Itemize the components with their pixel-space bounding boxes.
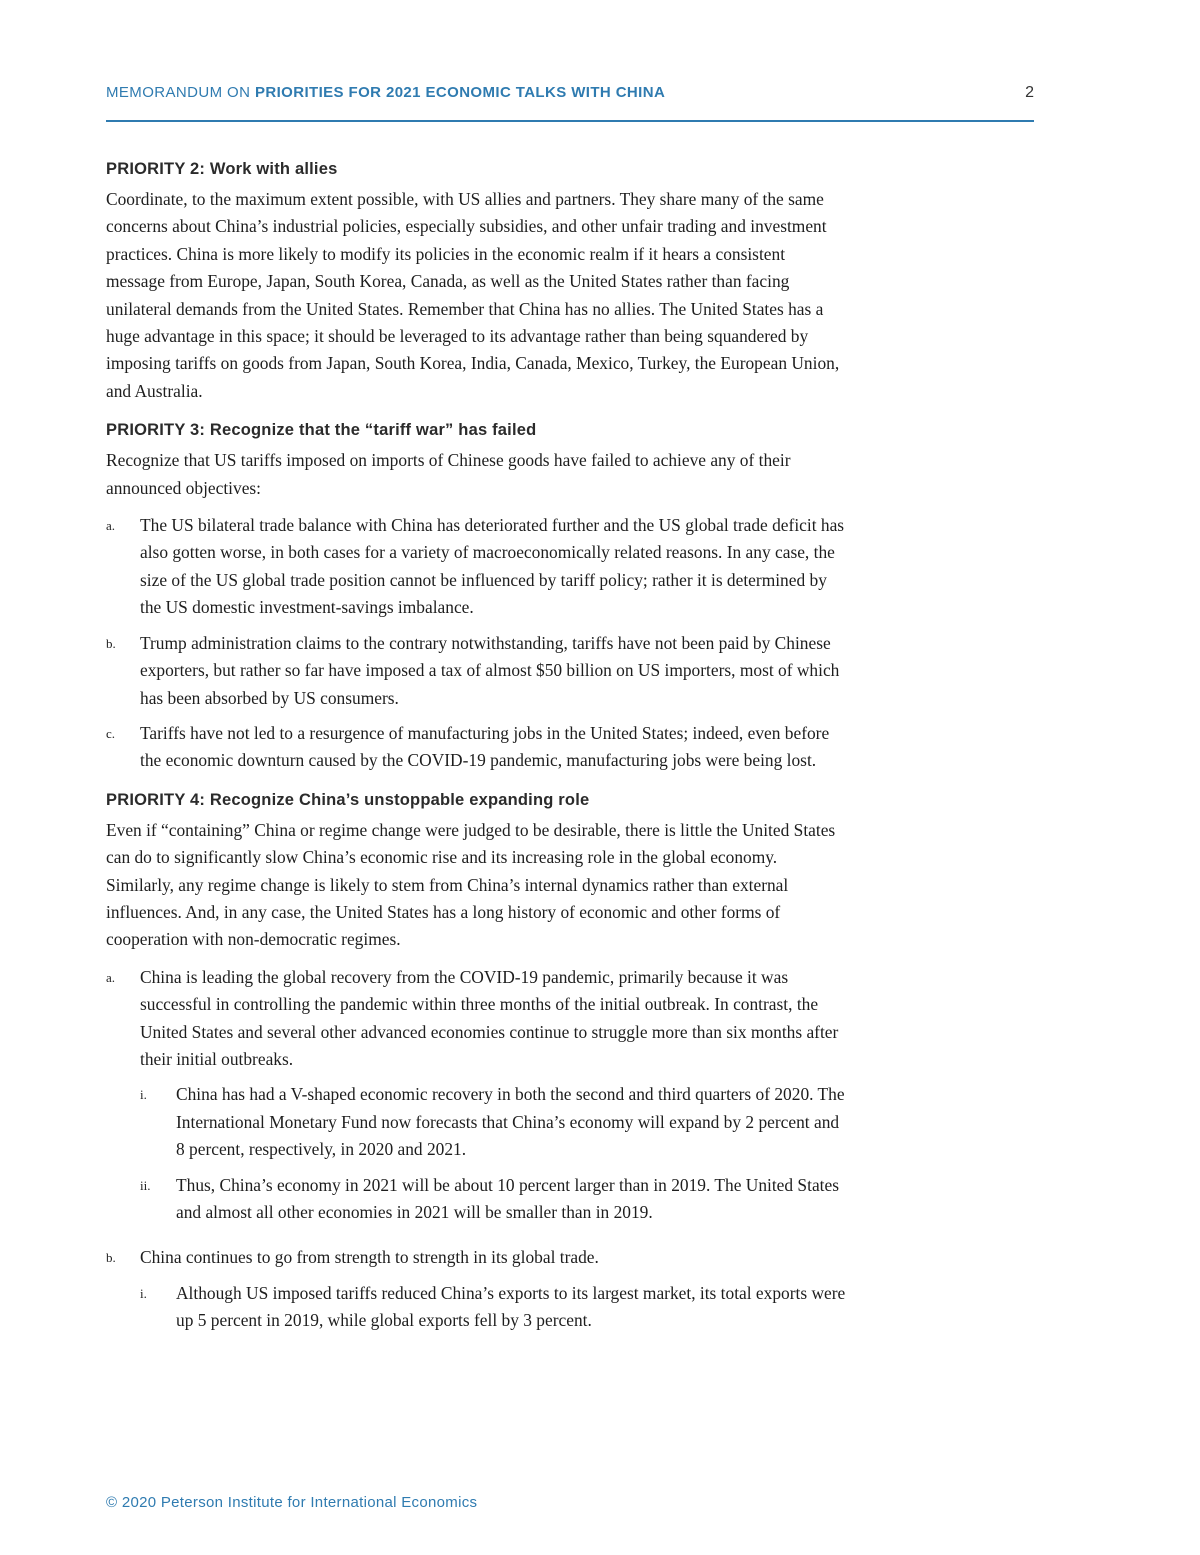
list-marker: b. — [106, 635, 116, 651]
priority-2-section — [106, 158, 846, 405]
priority-3-heading: PRIORITY 3: Recognize that the “tariff war” has failed — [106, 421, 537, 440]
sub-list — [140, 1081, 846, 1226]
list-item — [106, 1244, 846, 1334]
priority-2-heading: PRIORITY 2: Work with allies — [106, 160, 338, 178]
list-item-text: Tariffs have not led to a resurgence of manufacturing jobs in the United States; indeed, even before the economic downturn caused by the COVID-19 pandemic, manufacturing jobs were being lost. — [140, 722, 830, 771]
page-header — [106, 84, 1034, 122]
sub-list-item-text: Thus, China’s economy in 2021 will be about 10 percent larger than in 2019. The United States and almost all other economies in 2021 will be smaller than in 2019. — [176, 1174, 839, 1222]
list-item-text: China is leading the global recovery from the COVID-19 pandemic, primarily because it was successful in controlling the pandemic within three months of the initial outbreak. In contrast, the United States and several other advanced economies continue to struggle more than six months after their initial outbreaks. — [140, 966, 839, 1069]
list-item — [106, 512, 846, 622]
header-memo-label: MEMORANDUM ON — [106, 84, 255, 101]
sub-list-item-text: Although US imposed tariffs reduced China’s exports to its largest market, its total exports were up 5 percent in 2019, while global exports fell by 3 percent. — [176, 1282, 846, 1331]
list-item-text: The US bilateral trade balance with China has deteriorated further and the US global trade deficit has also gotten worse, in both cases for a variety of macroeconomically related reasons. In any case, the size of the US global trade position cannot be influenced by tariff policy; rather it is determined by the US domestic investment-savings imbalance. — [140, 515, 845, 618]
list-marker: a. — [106, 518, 116, 534]
sub-list-marker: i. — [140, 1285, 147, 1301]
memo-body — [106, 158, 846, 1349]
priority-4-section — [106, 789, 846, 1335]
priority-4-intro: Even if “containing” China or regime change were judged to be desirable, there is little the United States can do to significantly slow China’s economic rise and its increasing role in the global economy. Similarly, any regime change is likely to stem from China’s internal dynamics rather than external influences. And, in any case, the United States has a long history of economic and other forms of cooperation with non-democratic regimes. — [106, 819, 836, 950]
header-title: PRIORITIES FOR 2021 ECONOMIC TALKS WITH CHINA — [254, 84, 666, 101]
list-item — [106, 964, 846, 1227]
sub-list-item — [140, 1280, 846, 1335]
priority-4-heading: PRIORITY 4: Recognize China’s unstoppable expanding role — [106, 790, 590, 809]
list-marker: b. — [106, 1250, 116, 1266]
priority-3-section — [106, 419, 846, 774]
priority-3-intro: Recognize that US tariffs imposed on imports of Chinese goods have failed to achieve any of their announced objectives: — [106, 450, 791, 498]
sub-list-item-text: China has had a V-shaped economic recovery in both the second and third quarters of 2020. The International Monetary Fund now forecasts that China’s economy will expand by 2 percent and 8 percent, respectively, in 2020 and 2021. — [176, 1084, 845, 1160]
list-item-text: Trump administration claims to the contrary notwithstanding, tariffs have not been paid by Chinese exporters, but rather so far have imposed a tax of almost $50 billion on US importers, most of which has been absorbed by US consumers. — [140, 632, 840, 708]
sub-list-marker: i. — [140, 1087, 147, 1103]
priority-3-list — [106, 512, 846, 775]
list-item — [106, 630, 846, 712]
list-marker: c. — [106, 725, 116, 741]
list-marker: a. — [106, 969, 116, 985]
list-item — [106, 720, 846, 775]
sub-list-item — [140, 1081, 846, 1163]
page-number: 2 — [1025, 84, 1034, 101]
list-item-text: China continues to go from strength to strength in its global trade. — [140, 1247, 599, 1268]
sub-list-marker: ii. — [140, 1177, 151, 1193]
sub-list-item — [140, 1172, 846, 1227]
priority-4-list — [106, 964, 846, 1335]
page-footer: © 2020 Peterson Institute for International Economics — [106, 1494, 478, 1511]
priority-2-body: Coordinate, to the maximum extent possible, with US allies and partners. They share many of the same concerns about China’s industrial policies, especially subsidies, and other unfair trading and investment practices. China is more likely to modify its policies in the economic realm if it hears a consistent message from Europe, Japan, South Korea, Canada, as well as the United States rather than facing unilateral demands from the United States. Remember that China has no allies. The United States has a huge advantage in this space; it should be leveraged to its advantage rather than being squandered by imposing tariffs on goods from Japan, South Korea, India, Canada, Mexico, Turkey, the European Union, and Australia. — [106, 189, 840, 401]
sub-list — [140, 1280, 846, 1335]
